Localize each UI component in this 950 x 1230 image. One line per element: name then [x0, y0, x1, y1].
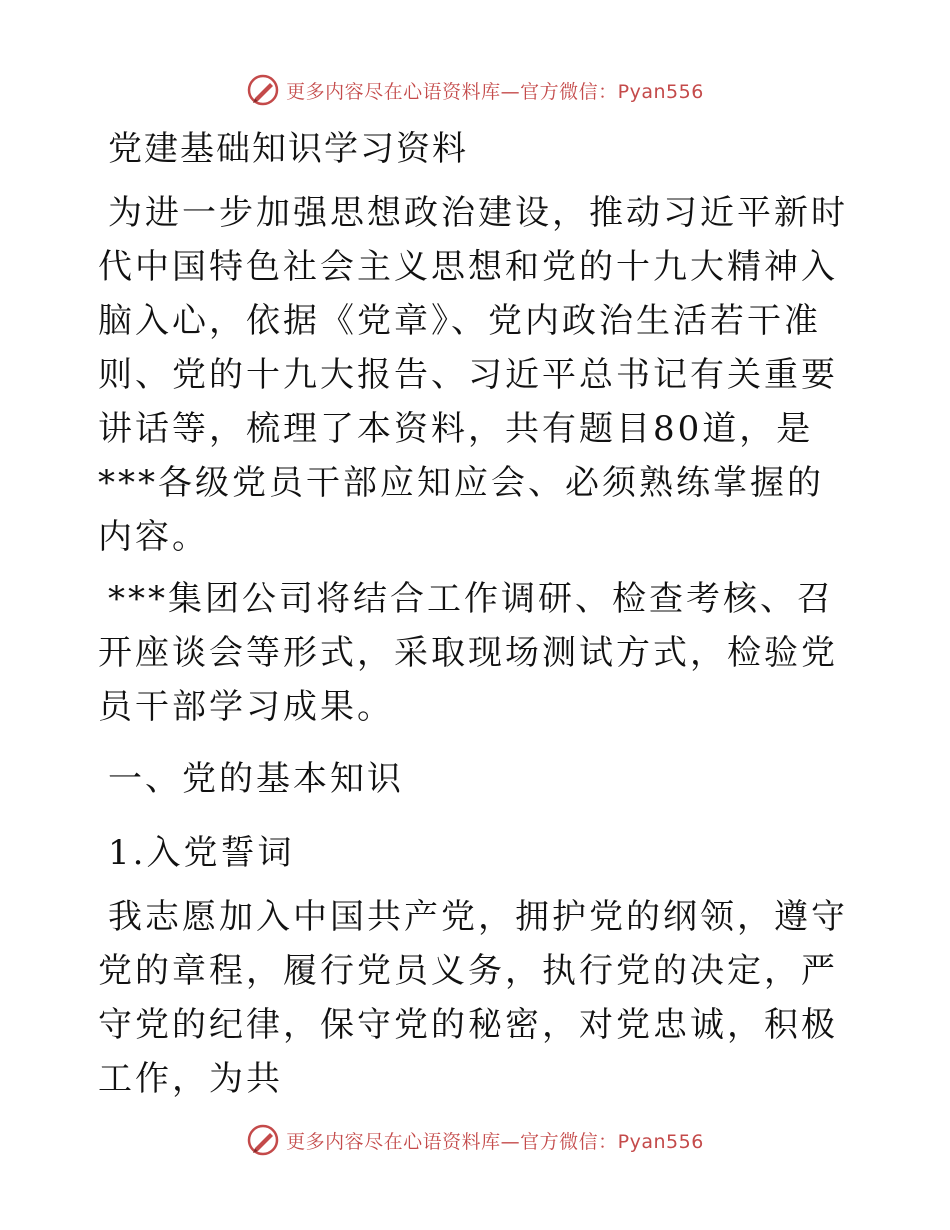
- watermark-text: 更多内容尽在心语资料库—官方微信：Pyan556: [286, 1130, 704, 1153]
- pen-logo-icon: [246, 1123, 280, 1157]
- watermark-banner-top: [0, 70, 950, 110]
- second-paragraph: ***集团公司将结合工作调研、检查考核、召开座谈会等形式，采取现场测试方式，检验党员干部学习成果。: [98, 579, 838, 727]
- document-body: [98, 120, 858, 1106]
- item-text: 我志愿加入中国共产党，拥护党的纲领，遵守党的章程，履行党员义务，执行党的决定，严守党的纪律，保守党的秘密，对党忠诚，积极工作，为共: [98, 897, 848, 1099]
- document-title: 党建基础知识学习资料: [108, 129, 468, 169]
- item-heading: 1.入党誓词: [108, 833, 295, 873]
- intro-paragraph: 为进一步加强思想政治建设，推动习近平新时代中国特色社会主义思想和党的十九大精神入脑入心，依据《党章》、党内政治生活若干准则、党的十九大报告、习近平总书记有关重要讲话等，梳理了本资料，共有题目80道，是***各级党员干部应知应会、必须熟练掌握的内容。: [98, 193, 848, 557]
- watermark-text: 更多内容尽在心语资料库—官方微信：Pyan556: [286, 80, 704, 103]
- section-heading: 一、党的基本知识: [108, 759, 404, 799]
- watermark-banner-bottom: [0, 1120, 950, 1160]
- pen-logo-icon: [246, 73, 280, 107]
